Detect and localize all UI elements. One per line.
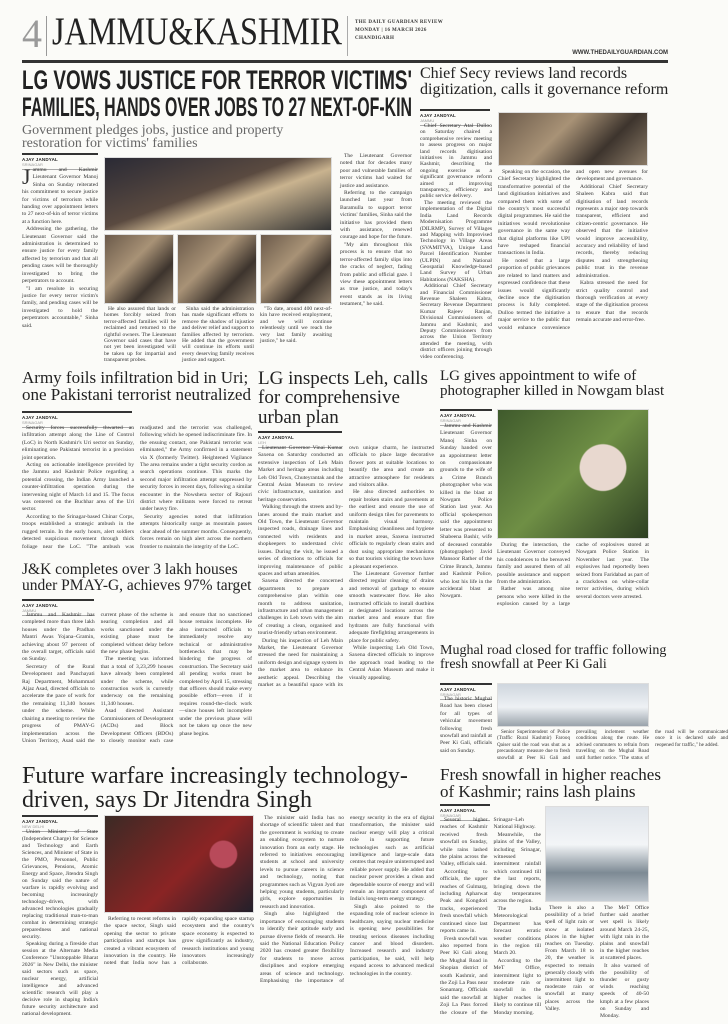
- byline: AJAY JANDYAL: [440, 683, 492, 692]
- nowgam-body-cols: During the interaction, the Lieutenant Governor conveyed his condolences to the bereaved family and assured them of all possible assistance and support from the administration. Rather was among nine persons who were killed in the explosion caused by a large cache of explosives stored at Nowgam Police Station in November last year. The explosives had reportedly been seized from Faridabad as part of a crackdown on white-collar terror activities, during which several doctors were arrested.: [497, 542, 649, 608]
- dateline: SRINAGAR: [440, 813, 490, 821]
- mughal-headline: Mughal road closed for traffic following fresh snowfall at Peer Ki Gali: [440, 643, 667, 673]
- divider: [46, 16, 47, 56]
- dateline: JAMMU: [22, 608, 94, 616]
- section-title: JAMMU&KASHMIR: [52, 10, 342, 53]
- snowfall-body-right: There is also a possibility of a brief spell of light rain or snow at isolated places in the higher reaches on Tuesday. From March 18 to 20, the weather is expected to remain generally cloudy with intermittent light to moderate rain or snowfall at many places across the Valley. The MeT Office further said another wet spell is likely around March 24-25, with light rain in the plains and snowfall in the higher reaches at scattered places. It also warned of the possibility of thunder or gusty winds reaching speeds of 40-50 kmph at a few places on Sunday and Monday.: [545, 905, 649, 1020]
- byline: AJAY JANDYAL: [22, 411, 132, 420]
- city: CHANDIGARH: [355, 36, 395, 41]
- chief-secy-headline: Chief Secy reviews land records digitization, calls it governance reform: [420, 65, 669, 99]
- lead-body-under-photos: He also assured that lands or homes forcibly seized from terror-affected families will be reclaimed and returned to the rightful owners. The Lieutenant Governor said cases that have not yet been investigated will be taken up for impartial and transparent probes. Sinha said the administration has made significant efforts to remove the shadow of injustice and deliver relief and support to families affected by terrorism. He added that the government will continue its efforts until every deserving family receives justice and support. "To date, around 400 next-of-kin have received employment, and we will continue relentlessly until we reach the very last family awaiting justice," he said.: [104, 306, 332, 364]
- lead-article: [22, 67, 414, 121]
- chief-secy-body-cols: Speaking on the occasion, the Chief Secretary highlighted the transformative potential of the land digitisation initiatives and compared them with some of the country's most successful digital programmes. He said the initiatives would revolutionise governance in the same way that digital platforms like UPI have reshaped financial transactions in India. He noted that a large proportion of public grievances are related to land matters and expressed confidence that these issues would significantly decline once the digitisation process is fully completed. Dulloo termed the initiative a major service to the public that would enhance convenience and open new avenues for development and governance. Additional Chief Secretary Shaleen Kabra said that digitisation of land records represents a major step towards transparent, efficient and citizen-centric governance. He observed that the initiative would improve accessibility, accuracy and reliability of land records, thereby reducing disputes and strengthening public trust in the revenue administration. Kabra stressed the need for strict quality control and thorough verification at every stage of the digitisation process to ensure that the records remain accurate and error-free.: [498, 169, 648, 331]
- dateline: SRINAGAR: [440, 692, 492, 700]
- nowgam-body-col1: Jammu and Kashmir Lieutenant Governor Manoj Sinha on Sunday handed over an appointment letter on compassionate grounds to the wife of a Crime Branch photographer who was killed in the blast at Nowgam Police Station last year. An official spokesperson said the appointment letter was presented to Shabeena Bashir, wife of deceased constable (photographer) Javid Mansoor Rather of the Crime Branch, Jammu and Kashmir Police, who lost his life in the accidental blast at Nowgam.: [440, 423, 492, 600]
- warfare-body-under-photo: Referring to recent reforms in the space sector, Singh said opening the sector to private participation and startups has created a vibrant ecosystem of innovation in the country. He noted that India now has a rapidly expanding space startup ecosystem and the country's space economy is expected to grow significantly as industry, research institutions and young innovators increasingly collaborate.: [104, 916, 254, 967]
- dateline: NEW DELHI: [22, 824, 98, 832]
- byline: AJAY JANDYAL: [440, 804, 490, 813]
- nowgam-headline: LG gives appointment to wife of photographer killed in Nowgam blast: [440, 368, 665, 400]
- leh-headline: LG inspects Leh, calls for comprehensive urban plan: [258, 368, 428, 428]
- warfare-body-right: The minister said India has no shortage of scientific talent and that the government is working to create an enabling ecosystem to nurture innovation from an early stage. He referred to initiatives encouraging students at school and university levels to pursue careers in science and technology, noting that programmes such as Vigyan Jyoti are helping young students, particularly girls, explore opportunities in research and innovation. Singh also highlighted the importance of encouraging students to identify their aptitude early and pursue diverse fields of research. He said the National Education Policy 2020 has created greater flexibility for students to move across disciplines and explore emerging areas of science and technology. Emphasising the importance of energy security in the era of digital transformation, the minister said nuclear energy will play a critical role in supporting future technologies such as artificial intelligence and large-scale data centres that require uninterrupted and reliable power supply. He added that nuclear power provides a clean and dependable source of energy and will remain an important component of India's long-term energy strategy. Singh also pointed to the expanding role of nuclear science in healthcare, saying nuclear medicine is opening new possibilities for treating serious diseases including cancer and blood disorders. Increased research and industry participation, he said, will help expand access to advanced medical technologies in the country.: [260, 815, 434, 984]
- issue-date: MONDAY | 16 MARCH 2026: [355, 28, 427, 33]
- masthead-rule: [22, 60, 668, 63]
- lead-photo-main: [104, 157, 332, 231]
- snowfall-body-left: Several higher reaches of Kashmir received fresh snowfall on Sunday, while rains lashed the plains across the Valley, officials said. According to officials, the upper reaches of Gulmarg, including Apharwat Peak and Kongdori tracks, experienced fresh snowfall which continued since last reports came in. Fresh snowfall was also reported from Peer Ki Gali along the Mughal Road in Shopian district of south Kashmir, and the Zoji La Pass near Sonamarg. Officials said the snowfall at Zoji La Pass forced the closure of the Srinagar–Leh National Highway. Meanwhile, the plains of the Valley, including Srinagar, witnessed intermittent rainfall which continued till the last reports, bringing down the day temperatures across the region. The India Meteorological Department has forecast erratic weather conditions in the region till March 20. According to the MeT Office, intermittent light to moderate rain or snowfall in the higher reaches is likely to continue till Monday morning.: [440, 817, 541, 1016]
- snowfall-photo: [545, 806, 649, 902]
- leh-body: Lieutenant Governor Vinai Kumar Saxena on Saturday conducted an extensive inspection of Leh Main Market and heritage areas including Leh Old Town, Chuteyrantak and the Central Asian Museum to review civic infrastructure, sanitation and heritage conservation. Walking through the streets and by-lanes around the main market and Old Town, the Lieutenant Governor inspected roads, drainage lines and connected with residents and shopkeepers to understand civic issues. During the visit, he issued a series of directions to officials for improving maintenance of public spaces and urban amenities. Saxena directed the concerned departments to prepare a comprehensive plan within one month to address sanitation, infrastructure and urban management challenges in Leh town with the aim of creating a clean, organised and tourist-friendly urban environment. During his inspection of Leh Main Market, the Lieutenant Governor stressed the need for maintaining a uniform design and signage system in the market area to enhance its aesthetic appeal. Describing the market as a beautiful space with its own unique charm, he instructed officials to place large decorative flower pots at suitable locations to beautify the area and create an attractive atmosphere for residents and visitors alike. He also directed authorities to repair broken stairs and pavements at the earliest and ensure the use of uniform design tiles for pavements to maintain visual harmony. Emphasising cleanliness and hygiene in market areas, Saxena instructed officials to regularly clean stairs and dust using appropriate mechanisms so that tourists visiting the town have a pleasant experience. The Lieutenant Governor further directed regular cleaning of drains and removal of garbage to ensure smooth wastewater flow. He also instructed officials to install dustbins at designated locations across the market area and ensure that fire hydrants are fully functional with adequate firefighting arrangements in place for public safety. While inspecting Leh Old Town, Saxena directed officials to improve the approach road leading to the Central Asian Museum and make it visually appealing.: [258, 445, 434, 688]
- snowfall-headline: Fresh snowfall in higher reaches of Kashmir; rains lash plains: [440, 765, 661, 802]
- lead-body-col1: J ammu and Kashmir Lieutenant Governor Manoj Sinha on Sunday reiterated his commitment to secure justice for victims of terrorism while handing over appointment letters to 27 next-of-kin of terror victims at a function here. Addressing the gathering, the Lieutenant Governor said the administration is determined to ensure justice for every family affected by terrorism and that all pending cases will be thoroughly investigated to bring the perpetrators to account. "I am resolute in securing justice for every terror victim's family, and pending cases will be investigated to hold the perpetrators accountable," Sinha said.: [22, 164, 98, 329]
- dateline: SRINAGAR: [22, 420, 132, 428]
- page-number: 4: [22, 11, 42, 56]
- pmay-headline: J&K completes over 3 lakh houses under PMAY-G, achieves 97% target: [22, 561, 252, 594]
- edition-info: [355, 19, 443, 43]
- mughal-body-cols: Senior Superintendent of Police (Traffic Rural Kashmir) Farooq Qaiser said the road was shut as a precautionary measure due to fresh snowfall at Peer Ki Gali and prevailing inclement weather conditions along the route. He advised commuters to refrain from travelling on the Mughal Road until further notice. "The status of the road will be communicated once it is declared safe and reopened for traffic," he added.: [497, 729, 728, 761]
- divider: [347, 16, 348, 56]
- byline: AJAY JANDYAL: [440, 409, 492, 418]
- website-link[interactable]: WWW.THEDAILYGUARDIAN.COM: [572, 50, 668, 56]
- paper-name: THE DAILY GUARDIAN REVIEW: [355, 20, 444, 25]
- warfare-article: [22, 764, 434, 812]
- byline: AJAY JANDYAL: [22, 815, 98, 824]
- snow-road-photo: [497, 683, 649, 727]
- chief-secy-photo: [498, 112, 648, 166]
- jitendra-singh-photo: [104, 815, 254, 913]
- chief-secy-body-col1: Chief Secretary Atal Dulloo on Saturday chaired a comprehensive review meeting to assess progress on major land records digitisation initiatives in Jammu and Kashmir, describing the ongoing exercise as a significant governance reform aimed at improving transparency, efficiency and public service delivery. The meeting reviewed the implementation of the Digital India Land Records Modernisation Programme (DILRMP), Survey of Villages and Mapping with Improvised Technology in Village Areas (SVAMITVA), Unique Land Parcel Identification Number (ULPIN) and National Geospatial Knowledge-based Land Survey of Urban Habitations (NAKSHA). Additional Chief Secretary and Financial Commissioner Revenue Shaleen Kabra, Secretary Revenue Department Kumar Rajeev Ranjan, Divisional Commissioners of Jammu and Kashmir, and Deputy Commissioners from across the Union Territory attended the meeting, with district officers joining through video conferencing.: [420, 123, 492, 360]
- dateline: SRINAGAR: [440, 418, 492, 426]
- lead-headline-line2: FAMILIES, HANDS OVER JOBS TO 27 NEXT-OF-KIN: [22, 92, 413, 122]
- pmay-body: Jammu and Kashmir has completed more than three lakh houses under the Pradhan Mantri Awas Yojana–Gramin, achieving about 97 percent of the overall target, officials said on Sunday. Secretary of the Rural Development and Panchayati Raj Department, Mohammad Aijaz Asad, directed officials to accelerate the pace of work for the remaining 11,340 houses under the scheme. While chairing a meeting to review the progress of PMAY-G implementation across the Union Territory, Asad said the current phase of the scheme is nearing completion and all works sanctioned under the existing phase must be completed without delay before the new phase begins. The meeting was informed that a total of 3,23,299 houses have already been completed under the scheme, while construction work is currently underway on the remaining 11,340 houses. Asad directed Assistant Commissioners of Development (ACDs) and Block Development Officers (BDOs) to closely monitor each case and ensure that no sanctioned house remains incomplete. He also instructed officials to immediately resolve any technical or administrative bottlenecks that may be hindering the progress of construction. The Secretary said all pending works must be completed by April 15, stressing that officers should make every possible effort—even if it requires round-the-clock work—since houses left incomplete under the previous phase will not be taken up once the new phase begins.: [22, 612, 252, 744]
- lead-photo-3: [260, 234, 332, 304]
- lead-headline-line1: LG VOWS JUSTICE FOR TERROR VICTIMS': [22, 65, 412, 95]
- warfare-body-col1: Union Minister of State (Independent Charge) for Science and Technology and Earth Sciences, and Minister of State in the PMO, Personnel, Public Grievances, Pensions, Atomic Energy and Space, Jitendra Singh on Sunday said the nature of warfare is rapidly evolving and becoming increasingly technology-driven, with advanced technologies gradually replacing traditional man-to-man combat in determining strategic preparedness and national security. Speaking during a fireside chat session at the Alternate Media Conference "Unstoppable Bharat 2026" in New Delhi, the minister said sectors such as space, nuclear energy, artificial intelligence and advanced scientific research will play a decisive role in shaping India's future security architecture and national development.: [22, 829, 98, 1017]
- lead-subhead: Government pledges jobs, justice and property restoration for victims' families: [22, 123, 284, 151]
- lead-body-col4: The Lieutenant Governor noted that for decades many poor and vulnerable families of terror victims had waited for justice and assistance. Referring to the campaign launched last year from Baramulla to support terror victims' families, Sinha said the initiative has provided them with assistance, renewed courage and hope for the future. "My aim throughout this process is to ensure that no terror-affected family slips into the cracks of neglect, fading from public and official gaze. I view these appointment letters as true justice, and today's event stands as its living testament," he said.: [340, 153, 412, 308]
- lg-portrait-photo: [497, 409, 649, 539]
- byline: AJAY JANDYAL: [22, 153, 98, 162]
- drop-cap: J: [22, 164, 31, 189]
- lead-photo-1: [104, 234, 174, 304]
- mughal-body-col1: The historic Mughal Road has been closed for all types of vehicular movement following fresh snowfall and rainfall at Peer Ki Gali, officials said on Sunday.: [440, 696, 492, 754]
- army-body: Security forces successfully thwarted an infiltration attempt along the Line of Control (LoC) in North Kashmir's Uri sector on Sunday, eliminating one Pakistani terrorist in a precision joint operation. Acting on actionable intelligence provided by the Jammu and Kashmir Police regarding a potential crossing, the Indian Army launched a counter-infiltration operation during the intervening night of March 14 and 15. The focus was centered on the Buchhar area of the Uri sector. According to the Srinagar-based Chinar Corps, troops established a strategic ambush in the rugged terrain. In the early hours, alert soldiers detected suspicious movement through thick foliage near the LoC. "The ambush was readjusted and the terrorist was challenged, following which he opened indiscriminate fire. In the ensuing contact, one Pakistani terrorist was eliminated," the Army confirmed in a statement via X (formerly Twitter). Heightened Vigilance The area remains under a tight security cordon as search operations continue. This marks the second major infiltration attempt suppressed by security forces in recent days, following a similar encounter in the Nowshera sector of Rajouri district where militants were forced to retreat under heavy fire. Security agencies noted that infiltration attempts historically surge as mountain passes clear ahead of the summer months. Consequently, forces remain on high alert across the northern frontier to maintain the integrity of the LoC.: [22, 425, 252, 550]
- lead-photo-2: [177, 234, 257, 304]
- byline: AJAY JANDYAL: [22, 599, 94, 608]
- dateline: SRINAGAR: [22, 162, 98, 170]
- dateline: JAMMU: [420, 118, 490, 126]
- headline-line2: driven, says Dr Jitendra Singh: [22, 787, 312, 813]
- byline: AJAY JANDYAL: [258, 431, 342, 440]
- dateline: LEH: [258, 440, 342, 448]
- headline-line1: Future warfare increasingly technology-: [22, 763, 408, 789]
- byline: AJAY JANDYAL: [420, 109, 490, 118]
- army-headline: Army foils infiltration bid in Uri; one Pakistani terrorist neutralized: [22, 368, 251, 405]
